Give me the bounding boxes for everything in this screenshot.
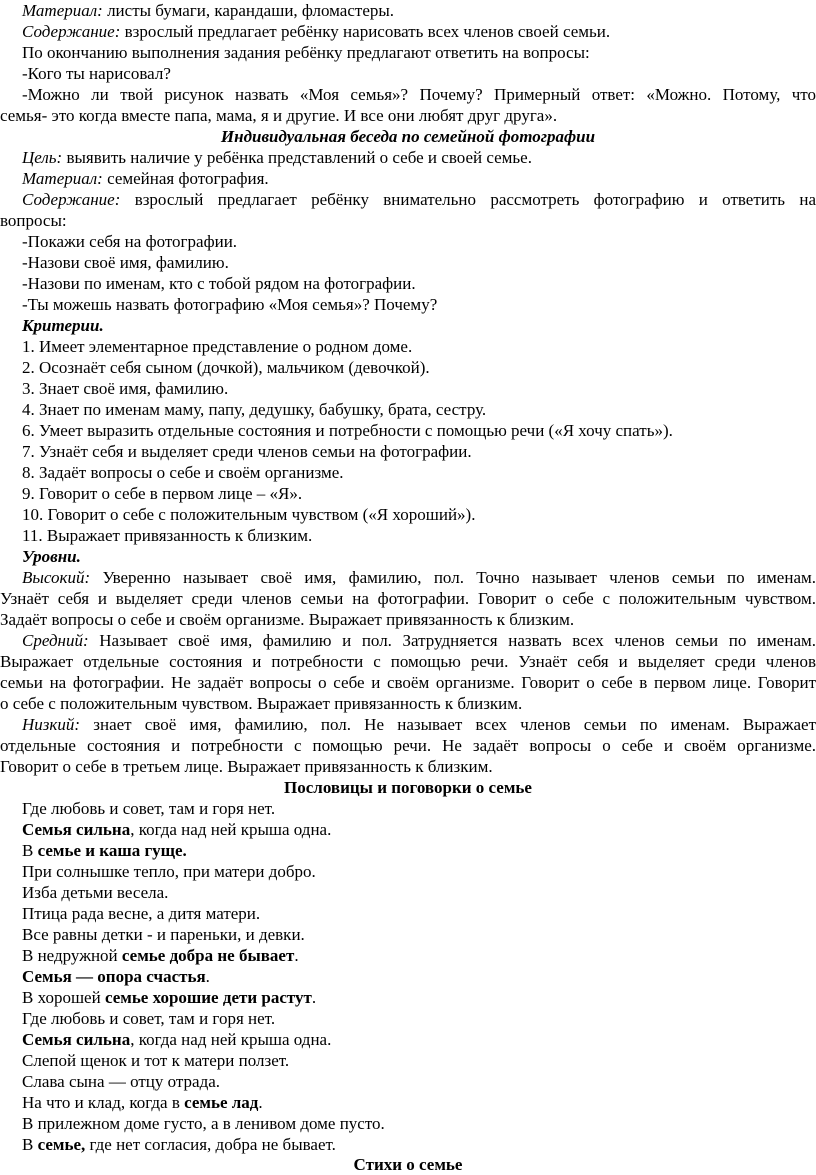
proverb-item: Где любовь и совет, там и горя нет. <box>22 799 276 818</box>
level-mid-line <box>22 631 816 651</box>
content-label: Содержание: <box>22 22 121 41</box>
section-title: Индивидуальная беседа по семейной фотографии <box>220 127 596 146</box>
content-line-continuation: вопросы: <box>0 211 67 230</box>
question-line: -Назови своё имя, фамилию. <box>22 253 229 272</box>
proverb-bold: семье хорошие дети растут <box>104 988 312 1007</box>
proverb-item: Птица рада весне, а дитя матери. <box>22 904 261 923</box>
proverb-text: В <box>22 1135 38 1154</box>
proverb-text: . <box>205 967 210 986</box>
proverb-text: . <box>311 988 317 1007</box>
level-mid-line: о себе с положительным чувством. Выражает привязанность к близким. <box>0 694 523 713</box>
level-mid-line: Выражает отдельные состояния и потребности с помощью речи. Узнаёт себя и выделяет среди членов <box>0 652 816 671</box>
criteria-item: 11. Выражает привязанность к близким. <box>22 526 313 545</box>
proverb-item <box>22 1030 816 1050</box>
criteria-item: 9. Говорит о себе в первом лице – «Я». <box>22 484 303 503</box>
content-text: взрослый предлагает ребёнку внимательно рассмотреть фотографию и ответить на <box>120 190 816 209</box>
proverb-bold: семье и каша гуще. <box>37 841 187 860</box>
level-mid-label: Средний: <box>22 631 89 650</box>
level-low-label: Низкий: <box>22 715 81 734</box>
question-line: -Можно ли твой рисунок назвать «Моя семья»? Почему? Примерный ответ: «Можно. Потому, что <box>22 85 816 104</box>
level-high-line <box>22 568 816 588</box>
level-high-line: Узнаёт себя и выделяет среди членов семьи на фотографии. Говорит о себе с положительным чувством. <box>0 589 816 608</box>
criteria-item: 2. Осознаёт себя сыном (дочкой), мальчиком (девочкой). <box>22 358 430 377</box>
question-line: -Кого ты нарисовал? <box>22 64 171 83</box>
proverb-text: , когда над ней крыша одна. <box>130 1030 332 1049</box>
proverb-item <box>22 820 816 840</box>
goal-label: Цель: <box>22 148 63 167</box>
criteria-item: 7. Узнаёт себя и выделяет среди членов семьи на фотографии. <box>22 442 472 461</box>
level-text: Уверенно называет своё имя, фамилию, пол. Точно называет членов семьи по именам. <box>90 568 816 587</box>
proverb-item <box>22 1135 816 1155</box>
question-line: -Назови по именам, кто с тобой рядом на фотографии. <box>22 274 416 293</box>
proverb-item: Все равны детки - и пареньки, и девки. <box>22 925 305 944</box>
level-high-label: Высокий: <box>22 568 91 587</box>
material-text: семейная фотография. <box>102 169 269 188</box>
material-line <box>22 169 816 189</box>
question-line: -Покажи себя на фотографии. <box>22 232 238 251</box>
proverb-text: . <box>258 1093 263 1112</box>
level-high-line: Задаёт вопросы о себе и своём организме. Выражает привязанность к близким. <box>0 610 575 629</box>
material-text: листы бумаги, карандаши, фломастеры. <box>102 1 395 20</box>
content-line <box>22 22 816 42</box>
proverb-text: где нет согласия, добра не бывает. <box>85 1135 336 1154</box>
material-label: Материал: <box>22 1 103 20</box>
question-line: -Ты можешь назвать фотографию «Моя семья»? Почему? <box>22 295 438 314</box>
poems-title: Стихи о семье <box>353 1155 463 1174</box>
criteria-item: 8. Задаёт вопросы о себе и своём организме. <box>22 463 344 482</box>
content-label: Содержание: <box>22 190 121 209</box>
proverb-item <box>22 946 816 966</box>
goal-text: выявить наличие у ребёнка представлений о себе и своей семье. <box>62 148 532 167</box>
material-label: Материал: <box>22 169 103 188</box>
proverb-item <box>22 1093 816 1113</box>
level-text: знает своё имя, фамилию, пол. Не называет всех членов семьи по именам. Выражает <box>80 715 816 734</box>
criteria-item: 4. Знает по именам маму, папу, дедушку, бабушку, брата, сестру. <box>22 400 487 419</box>
level-mid-line: семьи на фотографии. Не задаёт вопросы о себе и своём организме. Говорит о себе в первом лице. Говорит <box>0 673 816 692</box>
proverb-item: Изба детьми весела. <box>22 883 169 902</box>
question-line: семья- это когда вместе папа, мама, я и другие. И все они любят друг друга». <box>0 106 558 125</box>
proverb-item: Где любовь и совет, там и горя нет. <box>22 1009 276 1028</box>
material-line <box>22 1 816 21</box>
content-text: взрослый предлагает ребёнку нарисовать всех членов своей семьи. <box>120 22 611 41</box>
proverb-text: На что и клад, когда в <box>22 1093 185 1112</box>
proverb-bold: семье, <box>37 1135 86 1154</box>
proverb-item: Слепой щенок и тот к матери ползет. <box>22 1051 290 1070</box>
proverb-text: . <box>294 946 299 965</box>
criteria-item: 10. Говорит о себе с положительным чувством («Я хороший»). <box>22 505 476 524</box>
proverb-item <box>22 841 816 861</box>
criteria-item: 6. Умеет выразить отдельные состояния и потребности с помощью речи («Я хочу спать»). <box>22 421 673 440</box>
proverb-bold: Семья сильна <box>22 820 131 839</box>
proverb-item: В прилежном доме густо, а в ленивом доме пусто. <box>22 1114 385 1133</box>
criteria-item: 1. Имеет элементарное представление о родном доме. <box>22 337 413 356</box>
proverb-bold: Семья — опора счастья <box>22 967 206 986</box>
proverb-bold: Семья сильна <box>22 1030 131 1049</box>
criteria-title: Критерии. <box>22 316 104 335</box>
proverbs-title: Пословицы и поговорки о семье <box>284 778 532 797</box>
goal-line <box>22 148 816 168</box>
levels-title: Уровни. <box>22 547 81 566</box>
proverb-bold: семье добра не бывает <box>121 946 295 965</box>
criteria-item: 3. Знает своё имя, фамилию. <box>22 379 229 398</box>
proverb-text: , когда над ней крыша одна. <box>130 820 332 839</box>
proverb-item: Слава сына — отцу отрада. <box>22 1072 221 1091</box>
level-low-line <box>22 715 816 735</box>
proverb-text: В недружной <box>22 946 122 965</box>
proverb-text: В хорошей <box>22 988 105 1007</box>
level-low-line: Говорит о себе в третьем лице. Выражает привязанность к близким. <box>0 757 493 776</box>
proverb-text: В <box>22 841 38 860</box>
after-task-line: По окончанию выполнения задания ребёнку предлагают ответить на вопросы: <box>22 43 590 62</box>
proverb-item <box>22 967 816 987</box>
content-line <box>22 190 816 210</box>
proverb-item: При солнышке тепло, при матери добро. <box>22 862 316 881</box>
level-low-line: отдельные состояния и потребности с помощью речи. Не задаёт вопросы о себе и своём организме. <box>0 736 816 755</box>
proverb-item <box>22 988 816 1008</box>
level-text: Называет своё имя, фамилию и пол. Затрудняется назвать всех членов семьи по именам. <box>88 631 816 650</box>
proverb-bold: семье лад <box>184 1093 259 1112</box>
